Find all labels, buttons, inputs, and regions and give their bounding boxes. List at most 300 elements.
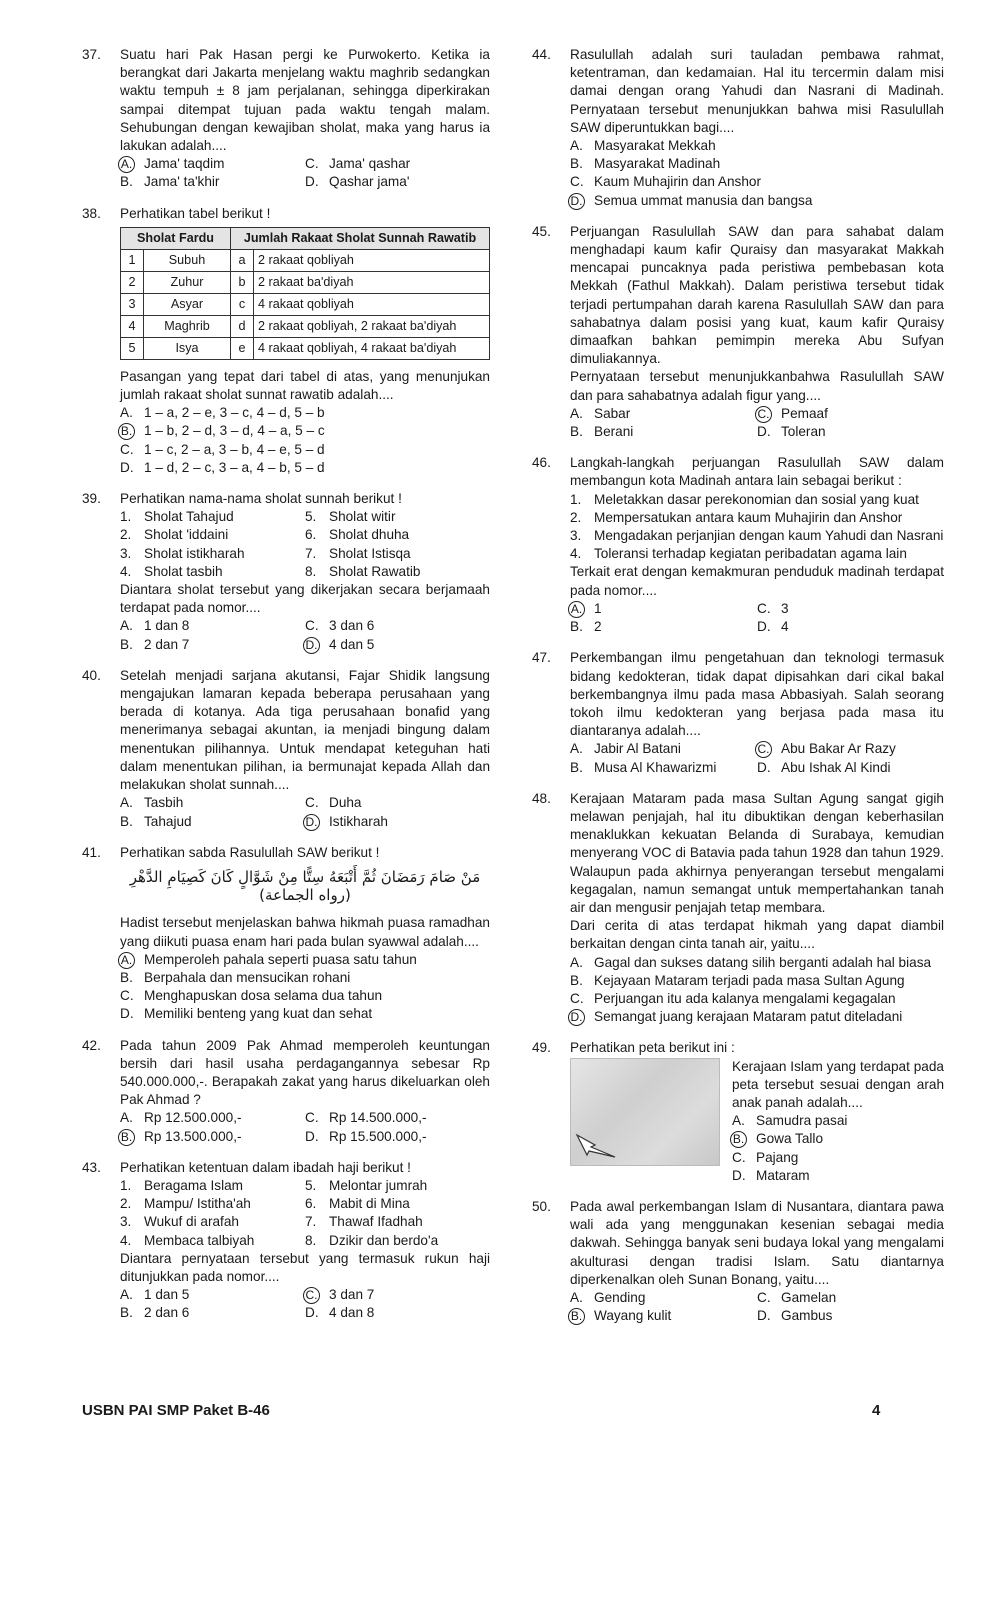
option-letter: A.	[570, 405, 583, 421]
list-text: Mengadakan perjanjian dengan kaum Yahudi dan Nasrani	[594, 528, 944, 544]
option-text: Jama' qashar	[329, 156, 411, 172]
list-item	[305, 563, 490, 581]
options	[120, 1286, 490, 1322]
list-text: Toleransi terhadap kegiatan peribadatan agama lain	[594, 546, 907, 562]
option-letter: D.	[305, 1128, 319, 1144]
list-text: Dzikir dan berdo'a	[329, 1232, 439, 1248]
table-cell: Asyar	[144, 293, 231, 315]
answer-option[interactable]	[732, 1167, 944, 1185]
option-text: Jama' ta'khir	[144, 174, 220, 190]
option-text: Masyarakat Madinah	[594, 156, 721, 172]
question-number: 39.	[82, 491, 101, 507]
answer-option[interactable]	[732, 1130, 944, 1148]
option-letter: D.	[568, 1009, 585, 1026]
list-number: 3.	[120, 1214, 132, 1230]
option-letter: D.	[732, 1167, 746, 1183]
list-text: Membaca talbiyah	[144, 1232, 255, 1248]
hadith-arabic: مَنْ صَامَ رَمَضَانَ ثُمَّ أَتْبَعَهُ سِتًّا مِنْ شَوَّالٍ كَانَ كَصِيَامِ الدَّهْرِ (رواه الجماعة)	[129, 867, 481, 905]
option-text: 3	[781, 600, 789, 616]
option-letter: D.	[757, 759, 771, 775]
option-letter: A.	[732, 1113, 745, 1129]
option-letter: C.	[305, 618, 319, 634]
options	[732, 1112, 944, 1185]
list-text: Melontar jumrah	[329, 1177, 428, 1193]
option-letter: B.	[120, 636, 133, 652]
answer-option[interactable]	[570, 1289, 757, 1307]
question-number: 38.	[82, 205, 101, 221]
list-item	[570, 545, 944, 563]
list-number: 4.	[570, 546, 582, 562]
option-text: 4	[781, 619, 789, 635]
table-cell: c	[231, 293, 254, 315]
option-text: Sabar	[594, 405, 631, 421]
option-text: 1 – c, 2 – a, 3 – b, 4 – e, 5 – d	[144, 441, 325, 457]
option-text: Musa Al Khawarizmi	[594, 759, 717, 775]
option-text: Qashar jama'	[329, 174, 410, 190]
answer-option[interactable]	[570, 990, 944, 1008]
answer-option[interactable]	[305, 1109, 490, 1127]
option-letter: B.	[570, 972, 583, 988]
question-44	[532, 46, 944, 210]
question-text-2: Pernyataan tersebut menunjukkanbahwa Rasulullah SAW dan para sahabatnya adalah figur yang....	[570, 369, 944, 403]
question-number: 49.	[532, 1040, 551, 1056]
footer-title: USBN PAI SMP Paket B-46	[82, 1402, 270, 1419]
option-text: Gamelan	[781, 1290, 837, 1305]
answer-option[interactable]	[757, 759, 944, 777]
list-item	[305, 545, 490, 563]
answer-option[interactable]	[120, 1005, 490, 1023]
question-number: 46.	[532, 455, 551, 471]
list-text: Mabit di Mina	[329, 1196, 410, 1212]
option-text: 3 dan 7	[329, 1287, 375, 1303]
table-cell: Zuhur	[144, 271, 231, 293]
option-letter: D.	[757, 424, 771, 440]
list-item	[570, 509, 944, 527]
option-letter: B.	[118, 423, 135, 440]
question-text: Perhatikan nama-nama sholat sunnah berikut !	[120, 491, 402, 507]
list-text: Sholat Tahajud	[144, 509, 234, 525]
list-text: Sholat 'iddaini	[144, 527, 229, 543]
list-number: 4.	[120, 1232, 132, 1248]
list-number: 3.	[570, 528, 582, 544]
option-text: 3 dan 6	[329, 618, 375, 634]
answer-option[interactable]	[570, 405, 757, 423]
option-letter: C.	[570, 174, 584, 190]
answer-option[interactable]	[570, 759, 757, 777]
option-text: Jabir Al Batani	[594, 741, 681, 757]
table-cell: d	[231, 315, 254, 337]
table-cell: 2 rakaat ba'diyah	[254, 271, 490, 293]
options	[120, 951, 490, 1024]
option-letter: C.	[120, 441, 134, 457]
answer-option[interactable]	[120, 155, 305, 173]
table-cell: 4	[121, 315, 144, 337]
option-text: Kaum Muhajirin dan Anshor	[594, 174, 761, 190]
question-text: Perhatikan ketentuan dalam ibadah haji berikut !	[120, 1159, 411, 1175]
table-header-rawatib: Jumlah Rakaat Sholat Sunnah Rawatib	[231, 227, 490, 249]
list-text: Mampu/ Istitha'ah	[144, 1196, 251, 1212]
answer-option[interactable]	[570, 173, 944, 191]
answer-option[interactable]	[570, 740, 757, 758]
list-number: 8.	[305, 563, 317, 579]
answer-option[interactable]	[120, 1128, 305, 1146]
list-item	[120, 1213, 305, 1231]
option-letter: C.	[305, 795, 319, 811]
answer-option[interactable]	[120, 1304, 305, 1322]
options	[120, 794, 490, 830]
option-letter: A.	[118, 156, 135, 173]
question-48	[532, 790, 944, 1027]
option-letter: C.	[755, 741, 772, 758]
option-letter: C.	[757, 600, 771, 616]
question-text: Kerajaan Mataram pada masa Sultan Agung sangat gigih melawan penjajah, hal itu dibuktikan dengan keberhasilan menaklukkan kekuatan Belanda di Surabaya, kemudian menyerang VOC di Batavia pada tahun 1928 dan tahun 1929. Walaupun pada akhirnya penyerangan tersebut mengalami kegagalan, namun semangat untuk mempertahankan tanah air dan mengusir penjajah tetap membara.	[570, 790, 944, 915]
question-49	[532, 1039, 944, 1185]
question-number: 37.	[82, 47, 101, 62]
option-text: Memperoleh pahala seperti puasa satu tahun	[144, 951, 417, 967]
option-text: Rp 13.500.000,-	[144, 1128, 242, 1144]
option-text: 1 – a, 2 – e, 3 – c, 4 – d, 5 – b	[144, 405, 325, 421]
question-text: Perkembangan ilmu pengetahuan dan teknologi termasuk bidang kedokteran, tidak dapat dipisahkan dari cikal bakal berkembangnya ilmu pada masa Abbasiyah. Salah seorang tokoh ilmu kedokteran yang berjasa pada masa itu diantaranya adalah....	[570, 650, 944, 739]
table-cell: b	[231, 271, 254, 293]
answer-option[interactable]	[120, 636, 305, 654]
answer-option[interactable]	[305, 155, 490, 173]
question-number: 40.	[82, 667, 101, 683]
option-text: Kejayaan Mataram terjadi pada masa Sultan Agung	[594, 972, 905, 988]
answer-option[interactable]	[305, 173, 490, 191]
rawatib-table	[120, 227, 490, 360]
option-text: Semangat juang kerajaan Mataram patut diteladani	[594, 1009, 903, 1025]
option-letter: C.	[120, 988, 134, 1004]
option-letter: A.	[570, 741, 583, 757]
option-letter: D.	[757, 1308, 771, 1324]
question-43	[82, 1159, 490, 1323]
option-letter: C.	[755, 406, 772, 423]
options	[120, 404, 490, 477]
option-letter: D.	[120, 459, 134, 475]
table-cell: 4 rakaat qobliyah	[254, 293, 490, 315]
option-letter: A.	[120, 795, 133, 811]
option-text: 2	[594, 619, 602, 635]
option-letter: B.	[570, 424, 583, 440]
question-number: 43.	[82, 1159, 101, 1175]
question-text: Perhatikan sabda Rasulullah SAW berikut !	[120, 844, 380, 860]
list-number: 5.	[305, 1177, 317, 1193]
question-45	[532, 223, 944, 441]
question-number: 41.	[82, 844, 101, 860]
answer-option[interactable]	[757, 1289, 944, 1307]
question-text: Pada tahun 2009 Pak Ahmad memperoleh keuntungan bersih dari hasil usaha perdagangannya sebesar Rp 540.000.000,-. Berapakah zakat yang harus dikeluarkan oleh Pak Ahmad ?	[120, 1037, 490, 1108]
left-column	[82, 46, 490, 1336]
answer-option[interactable]	[570, 1008, 944, 1026]
option-text: 2 dan 6	[144, 1305, 190, 1321]
option-text: Tahajud	[144, 813, 192, 829]
option-letter: A.	[120, 618, 133, 634]
answer-option[interactable]	[757, 405, 944, 423]
answer-option[interactable]	[757, 1307, 944, 1325]
table-cell: a	[231, 249, 254, 271]
item-list	[120, 1177, 490, 1250]
option-letter: A.	[570, 1290, 583, 1305]
option-letter: B.	[118, 1129, 135, 1146]
list-text: Sholat Rawatib	[329, 563, 421, 579]
answer-option[interactable]	[570, 155, 944, 173]
answer-option[interactable]	[305, 794, 490, 812]
list-number: 1.	[120, 509, 132, 525]
option-text: 1	[594, 600, 602, 616]
table-row	[121, 315, 490, 337]
question-number: 44.	[532, 47, 551, 62]
list-item	[120, 545, 305, 563]
answer-option[interactable]	[570, 137, 944, 155]
option-letter: B.	[120, 969, 133, 985]
item-list	[120, 508, 490, 581]
question-text-2: Diantara sholat tersebut yang dikerjakan secara berjamaah terdapat pada nomor....	[120, 582, 490, 616]
option-text: Pemaaf	[781, 405, 828, 421]
table-row	[121, 293, 490, 315]
options	[570, 600, 944, 636]
option-letter: C.	[305, 156, 319, 172]
question-text: Perhatikan peta berikut ini :	[570, 1040, 735, 1056]
answer-option[interactable]	[120, 1109, 305, 1127]
question-text: Perjuangan Rasulullah SAW dan para sahabat dalam menghadapi kaum kafir Quraisy dan masyarakat Makkah mencapai puncaknya pada peristiwa pembebasan kota Mekkah (Fathul Makkah). Dalam peristiwa tersebut tidak terjadi pertumpahan darah karena Rasulullah SAW dan para sahabatnya dalam posisi yang kuat, kaum kafir Quraisy dimaafkan bahkan pemimpin mereka Abu Sufyan dimuliakannya.	[570, 223, 944, 367]
table-cell: 3	[121, 293, 144, 315]
table-cell: 2 rakaat qobliyah, 2 rakaat ba'diyah	[254, 315, 490, 337]
list-item	[305, 1232, 490, 1250]
option-text: Rp 15.500.000,-	[329, 1128, 427, 1144]
table-cell: 5	[121, 337, 144, 359]
question-number: 47.	[532, 650, 551, 666]
option-letter: D.	[568, 193, 585, 210]
table-cell: 2 rakaat qobliyah	[254, 249, 490, 271]
option-text: Berpahala dan mensucikan rohani	[144, 969, 351, 985]
question-number: 48.	[532, 790, 551, 806]
option-text: Gagal dan sukses datang silih berganti adalah hal biasa	[594, 954, 932, 970]
list-text: Thawaf Ifadhah	[329, 1214, 423, 1230]
answer-option[interactable]	[570, 423, 757, 441]
list-item	[120, 508, 305, 526]
option-letter: A.	[120, 1110, 133, 1126]
options	[570, 137, 944, 210]
option-letter: B.	[570, 759, 583, 775]
list-item	[305, 1195, 490, 1213]
option-text: Rp 14.500.000,-	[329, 1110, 427, 1126]
table-cell: 4 rakaat qobliyah, 4 rakaat ba'diyah	[254, 337, 490, 359]
option-text: Rp 12.500.000,-	[144, 1110, 242, 1126]
answer-option[interactable]	[305, 813, 490, 831]
option-letter: B.	[570, 619, 583, 635]
list-text: Sholat dhuha	[329, 527, 410, 543]
answer-option[interactable]	[120, 813, 305, 831]
answer-option[interactable]	[757, 740, 944, 758]
list-item	[120, 526, 305, 544]
answer-option[interactable]	[305, 1286, 490, 1304]
answer-option[interactable]	[305, 1304, 490, 1322]
option-text: Masyarakat Mekkah	[594, 138, 716, 154]
list-text: Beragama Islam	[144, 1177, 243, 1193]
question-text: Setelah menjadi sarjana akutansi, Fajar Shidik langsung mengajukan lamaran kepada beberapa perusahaan yang berada di kotanya. Ada tiga perusahaan bonafid yang menerimanya sebagai akuntan, ia menjadi bingung dalam menentukan pilihannya. Untuk mendapat keteguhan hati dalam menentukan pilihan, ia bermunajat kepada Allah dan melakukan sholat sunnah....	[120, 667, 490, 793]
option-letter: A.	[120, 405, 133, 421]
option-text: Mataram	[756, 1167, 810, 1183]
list-item	[120, 1177, 305, 1195]
option-text: 4 dan 8	[329, 1305, 375, 1321]
question-40	[82, 667, 490, 831]
answer-option[interactable]	[305, 617, 490, 635]
question-37	[82, 46, 490, 192]
answer-option[interactable]	[757, 618, 944, 636]
answer-option[interactable]	[120, 617, 305, 635]
item-list	[570, 491, 944, 564]
answer-option[interactable]	[120, 404, 490, 422]
option-text: Toleran	[781, 424, 826, 440]
arrow-icon	[575, 1131, 619, 1159]
list-item	[570, 491, 944, 509]
list-item	[305, 1213, 490, 1231]
options	[570, 954, 944, 1027]
option-letter: C.	[570, 990, 584, 1006]
question-text-2: Dari cerita di atas terdapat hikmah yang dapat diambil berkaitan dengan cinta tanah air, yaitu....	[570, 918, 944, 952]
question-number: 50.	[532, 1198, 551, 1214]
answer-option[interactable]	[305, 1128, 490, 1146]
list-text: Mempersatukan antara kaum Muhajirin dan Anshor	[594, 509, 903, 525]
answer-option[interactable]	[120, 969, 490, 987]
option-text: Jama' taqdim	[144, 156, 225, 172]
answer-option[interactable]	[120, 951, 490, 969]
answer-option[interactable]	[757, 423, 944, 441]
option-letter: C.	[757, 1290, 771, 1305]
option-text: 4 dan 5	[329, 636, 375, 652]
answer-option[interactable]	[570, 600, 757, 618]
option-letter: A.	[568, 601, 585, 618]
question-46	[532, 454, 944, 636]
answer-option[interactable]	[120, 422, 490, 440]
option-text: Semua ummat manusia dan bangsa	[594, 192, 813, 208]
question-text-2: Kerajaan Islam yang terdapat pada peta tersebut sesuai dengan arah anak panah adalah....	[732, 1058, 944, 1110]
answer-option[interactable]	[570, 192, 944, 210]
answer-option[interactable]	[570, 972, 944, 990]
option-letter: A.	[570, 954, 583, 970]
list-number: 2.	[120, 1196, 132, 1212]
table-cell: Subuh	[144, 249, 231, 271]
list-number: 6.	[305, 1196, 317, 1212]
option-text: Duha	[329, 795, 362, 811]
list-number: 4.	[120, 563, 132, 579]
option-text: Abu Bakar Ar Razy	[781, 741, 896, 757]
answer-option[interactable]	[305, 636, 490, 654]
option-text: Gending	[594, 1290, 646, 1305]
question-text: Suatu hari Pak Hasan pergi ke Purwokerto. Ketika ia berangkat dari Jakarta menjelang waktu maghrib sedangkan waktu tempuh ± 8 jam perjalanan, sehingga diperkirakan sampai ditempat tujuan pada waktu tengah malam. Sehubungan dengan kewajiban sholat, maka yang harus ia lakukan adalah....	[120, 47, 490, 154]
list-number: 1.	[570, 491, 582, 507]
list-text: Sholat witir	[329, 509, 396, 525]
list-number: 7.	[305, 545, 317, 561]
option-letter: D.	[305, 174, 319, 190]
option-letter: B.	[570, 156, 583, 172]
option-letter: D.	[303, 637, 320, 654]
answer-option[interactable]	[757, 600, 944, 618]
list-text: Sholat Istisqa	[329, 545, 411, 561]
answer-option[interactable]	[120, 1286, 305, 1304]
answer-option[interactable]	[570, 618, 757, 636]
answer-option[interactable]	[120, 987, 490, 1005]
option-letter: A.	[570, 138, 583, 154]
table-cell: e	[231, 337, 254, 359]
options	[120, 1109, 490, 1145]
option-letter: C.	[305, 1110, 319, 1126]
answer-option[interactable]	[120, 459, 490, 477]
question-50	[532, 1198, 944, 1325]
question-text: Pada awal perkembangan Islam di Nusantara, diantara pawa wali ada yang menggunakan kesenian sebagai media dakwah. Sehingga banyak seni budaya lokal yang mengalami akulturasi dengan tradisi Islam. Satu diantarnya diperkenalkan oleh Sunan Bonang, yaitu....	[570, 1198, 944, 1287]
question-text-2: Pasangan yang tepat dari tabel di atas, yang menunjukan jumlah rakaat sholat sunnat rawatib adalah....	[120, 368, 490, 403]
list-item	[305, 508, 490, 526]
option-letter: D.	[303, 814, 320, 831]
question-41	[82, 844, 490, 1024]
answer-option[interactable]	[120, 441, 490, 459]
list-text: Meletakkan dasar perekonomian dan sosial yang kuat	[594, 491, 919, 507]
answer-option[interactable]	[120, 794, 305, 812]
list-text: Sholat tasbih	[144, 563, 223, 579]
option-letter: A.	[118, 952, 135, 969]
options	[120, 617, 490, 653]
list-text: Sholat istikharah	[144, 545, 245, 561]
list-text: Wukuf di arafah	[144, 1214, 239, 1230]
option-text: 1 – b, 2 – d, 3 – d, 4 – a, 5 – c	[144, 423, 325, 439]
question-number: 45.	[532, 223, 551, 239]
answer-option[interactable]	[732, 1112, 944, 1130]
option-letter: C.	[732, 1149, 746, 1165]
list-item	[120, 1232, 305, 1250]
question-text: Perhatikan tabel berikut !	[120, 205, 271, 221]
map-image	[570, 1058, 720, 1166]
option-text: Wayang kulit	[594, 1308, 672, 1324]
question-text-2: Hadist tersebut menjelaskan bahwa hikmah puasa ramadhan yang diikuti puasa enam hari pada bulan syawwal adalah....	[120, 915, 490, 949]
table-row	[121, 337, 490, 359]
list-number: 1.	[120, 1177, 132, 1193]
right-column	[532, 46, 944, 1338]
question-39	[82, 490, 490, 654]
option-letter: C.	[303, 1287, 320, 1304]
option-text: 1 dan 5	[144, 1287, 190, 1303]
table-cell: Isya	[144, 337, 231, 359]
options	[570, 1289, 944, 1325]
list-number: 2.	[570, 509, 582, 525]
answer-option[interactable]	[120, 173, 305, 191]
option-text: Gambus	[781, 1308, 833, 1324]
options	[120, 155, 490, 191]
table-cell: Maghrib	[144, 315, 231, 337]
option-letter: D.	[757, 619, 771, 635]
option-letter: B.	[120, 174, 133, 190]
option-letter: B.	[120, 1305, 133, 1321]
list-number: 5.	[305, 509, 317, 525]
question-text-2: Diantara pernyataan tersebut yang termasuk rukun haji ditunjukkan pada nomor....	[120, 1250, 490, 1284]
question-47	[532, 649, 944, 776]
option-text: Menghapuskan dosa selama dua tahun	[144, 988, 383, 1004]
option-text: Samudra pasai	[756, 1113, 848, 1129]
answer-option[interactable]	[570, 1307, 757, 1325]
page-number: 4	[872, 1402, 881, 1419]
option-text: 1 – d, 2 – c, 3 – a, 4 – b, 5 – d	[144, 459, 325, 475]
list-number: 8.	[305, 1232, 317, 1248]
options	[570, 740, 944, 776]
option-text: Abu Ishak Al Kindi	[781, 759, 891, 775]
list-number: 2.	[120, 527, 132, 543]
list-number: 6.	[305, 527, 317, 543]
option-text: 1 dan 8	[144, 618, 190, 634]
answer-option[interactable]	[570, 954, 944, 972]
table-cell: 1	[121, 249, 144, 271]
question-text: Langkah-langkah perjuangan Rasulullah SAW dalam membangun kota Madinah antara lain sebagai berikut :	[570, 455, 944, 489]
answer-option[interactable]	[732, 1149, 944, 1167]
options	[570, 405, 944, 441]
